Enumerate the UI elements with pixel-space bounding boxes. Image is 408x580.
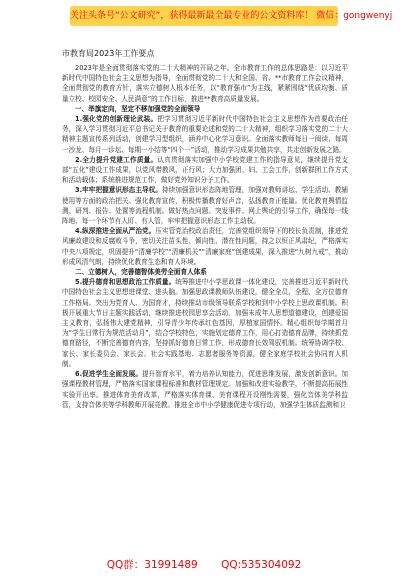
document-body — [62, 44, 348, 542]
section-heading-2: 二、立德树人，完善德智体美劳全面育人体系 — [75, 268, 207, 277]
item-paragraph-6 — [62, 369, 348, 410]
item-paragraph-3 — [62, 185, 348, 226]
item-body-4: 压实管党治校政治责任，完善党组织领导下的校长负责制，推进党风廉政建设和反腐败斗争，密切关注苗头性、倾向性、潜在性问题，持之以恒正风肃纪，严格落实中央八项规定，巩固提升“清廉学校”“清廉机关”“清廉家庭”创建成果，深入推进“九树九戒”，推动形成风清气朗，持续优化教育生态和育人环境。 — [62, 227, 349, 266]
qq-text: QQ:535304092 — [221, 559, 302, 571]
intro-paragraph: 2023年是全面贯彻落实党的二十大精神的开局之年。全市教育工作的总体思路是：以习近平新时代中国特色社会主义思想为指导，全面贯彻党的二十大和全国、省、**市教育工作会议精神，全面贯彻党的教育方针，落实立德树人根本任务，以“教育强市”为主线，紧紧围绕“优质均衡、质量立校、校园安全、人民满意”的工作目标，推进**教育高质量发展。 — [62, 64, 348, 103]
item-paragraph-2 — [62, 155, 348, 186]
item-heading-6: 6.促进学生全面发展。 — [75, 370, 142, 379]
section-heading-1: 一、举旗定向，坚定不移加强党的全面领导 — [75, 104, 201, 113]
item-heading-1: 1.强化党的创新理论武装。 — [75, 115, 158, 124]
item-body-2: 认真贯彻落实加强中小学校党建工作的指导意见，继续提升党支部“五化”建设工作成果，以党风带教风，正行风；大力加强团、妇、工会工作，创新群团工作方式和活动载体；系统推进规范工作，做好党外知识分子工作。 — [62, 155, 349, 185]
item-paragraph-4 — [62, 226, 348, 267]
document-title: 市教育局2023年工作要点 — [62, 49, 155, 58]
item-paragraph-5 — [62, 277, 348, 369]
item-paragraph-1 — [62, 114, 348, 155]
item-heading-3: 3.牢牢把握意识形态主导权。 — [75, 186, 162, 195]
item-heading-5: 5.提升德育和思想政治工作质量。 — [75, 278, 176, 287]
contact-footer — [40, 554, 368, 576]
item-body-3: 持续加强意识形态阵地管理，加强对教师讲坛、学生活动、教辅使用等方面的政治把关。强化教育宣传，积极传播教育好声音，弘扬教育正能量。优化教育舆情监测、研判、报告、处置等流程机制。做好热点问题、突发事件、网上舆论的引导工作，确保每一线阵地、每一个环节有人盯、有人管，牢牢把握意识形态工作主动权。 — [62, 186, 349, 226]
qq-group-text: QQ群：31991489 — [106, 559, 198, 571]
promo-banner: 关注头条号“公文研究”，获得最新最全最专业的公文资料库！ 微信：gongwenyj — [70, 6, 338, 26]
item-body-6: 提升智育水平，着力培养认知能力，促进思维发展，激发创新意识。加强课程教材管理，严格落实国家课程标准和教材管理规定。加强和改进实验教学，不断提高拓展性实验开出率。推进体育美育改革，严格落实体育课、美育课程开设刚性需要，强化音体美学科监管，支持音体美等学科教师开展竞教。推进全市中小学健康促进专项行动，加强学生体质监测和卫 — [62, 370, 349, 409]
item-body-5: 统筹推进中小学思政课一体化建设，完善推进习近平新时代中国特色社会主义思想进课堂、进头脑。加强思政课教师队伍建设，健全全员、全程、全方位德育工作格局。突出为党育人、为国育才，持续推动市级领导联系学校和到中小学校上思政课机制。积极开展重大节日主题实践活动，继续推进校园思享会活动，加强未成年人思想道德建设，创建爱国主义教育，弘扬伟大建党精神，引导青少年传承红色基因，厚植家国情怀。精心组织每学期首月为“学生日常行为规范活动月”，结合学校特色，实施划定德育工作，用心打造德育品牌，持续抓党德育路径，不断完善德育内容，坚持抓好德育日常工作，形成德育长效驾驭机制。统筹协调学校、家长、家长委员会、家长会、社会实践基地、志愿者服务等资源，健全家庭学校社会协同育人机制。 — [62, 278, 349, 368]
item-body-1: 把学习贯彻习近平新时代中国特色社会主义思想作为首要政治任务，深入学习贯彻习近平总书记关于教育的重要论述和党的二十大精神，组织学习落实党的二十大精神主题宣传系列活动，创建学习型组织，涵养中心化学习意识。全面落实教师每日一阅读、每周一沙龙、每月一诊坛、每期一小结等“四个一”活动，推动学习成果共勉共享，共走创新发展之路。 — [62, 115, 349, 154]
item-heading-4: 4.纵深推进全面从严治党。 — [75, 227, 156, 236]
item-heading-2: 2.全力提升党建工作质量。 — [75, 155, 158, 164]
